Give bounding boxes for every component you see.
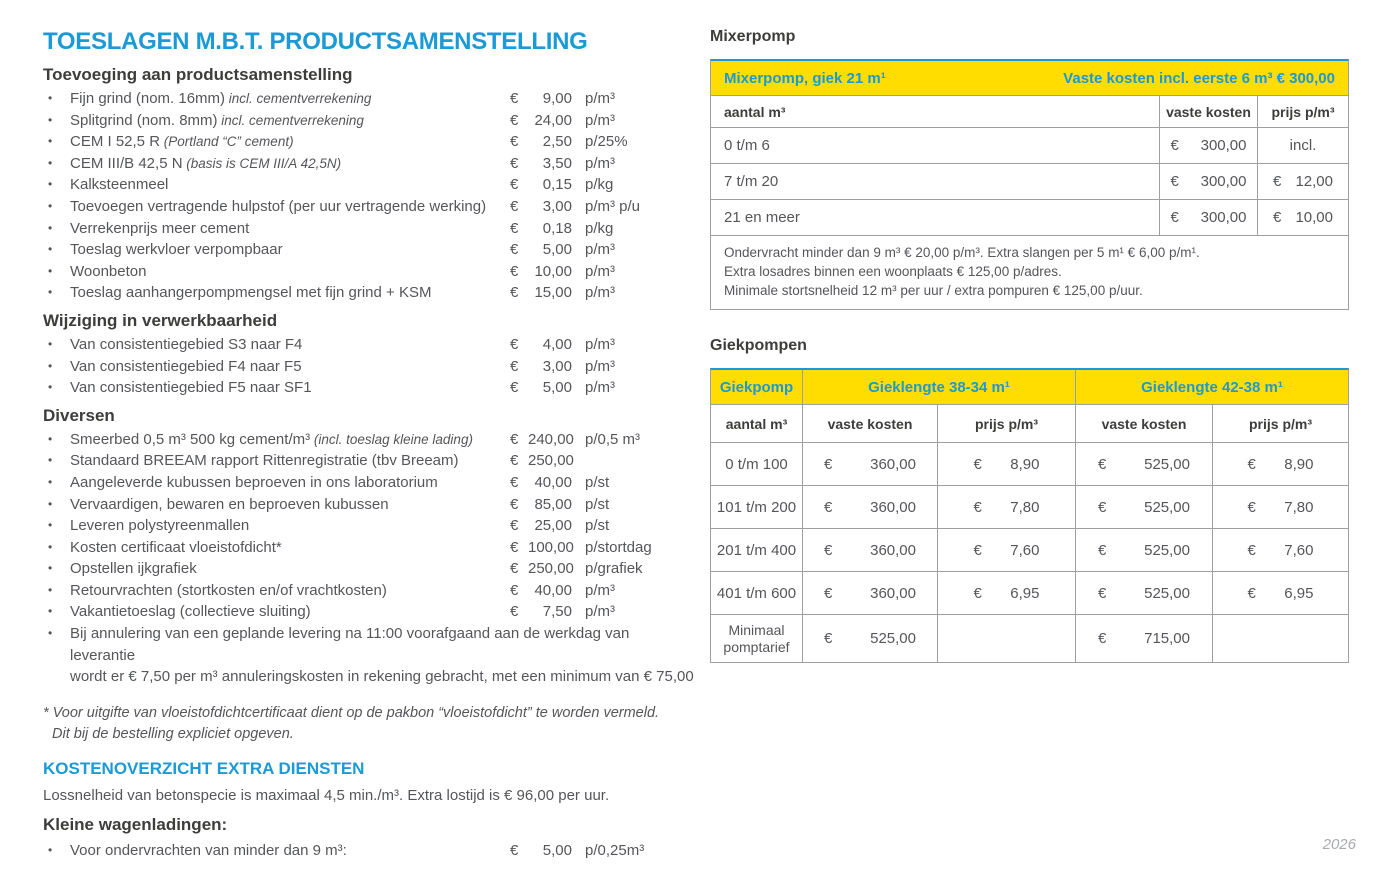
item-currency: € (510, 495, 519, 513)
item-text: Standaard BREEAM rapport Rittenregistratie (tbv Breeam) (70, 452, 459, 470)
table-row (711, 127, 1348, 163)
item-unit: p/st (585, 473, 610, 491)
item-currency: € (510, 176, 519, 194)
column-header: vaste kosten (1075, 405, 1212, 442)
item-unit: p/0,5 m³ (585, 430, 641, 448)
cell-amount: 300,00 (1200, 173, 1247, 190)
column-header: prijs p/m³ (1212, 405, 1348, 442)
list-item (43, 450, 697, 472)
list-item (43, 580, 697, 602)
cell-amount: 300,00 (1200, 137, 1247, 154)
item-unit: p/m³ (585, 90, 615, 107)
item-currency: € (510, 517, 519, 535)
cell-currency: € (1170, 209, 1179, 226)
bullet-icon: • (48, 453, 53, 468)
item-amount: 250,00 (528, 560, 574, 578)
cell-amount: 360,00 (870, 541, 916, 559)
giekpompen-header-row (711, 404, 1348, 442)
item-text: Opstellen ijkgrafiek (70, 560, 197, 578)
item-text: Splitgrind (nom. 8mm) (70, 111, 218, 129)
list-item (43, 429, 697, 451)
item-note: incl. cementverrekening (225, 91, 372, 106)
small-loads-heading: Kleine wagenladingen: (43, 814, 228, 834)
item-currency: € (510, 262, 519, 280)
item-unit: p/m³ (585, 335, 615, 353)
row-range: 201 t/m 400 (716, 541, 797, 559)
item-amount: 5,00 (542, 241, 572, 259)
item-unit: p/m³ (585, 357, 615, 375)
item-note: (basis is CEM III/A 42,5N) (182, 155, 342, 171)
page-title: TOESLAGEN M.B.T. PRODUCTSAMENSTELLING (43, 28, 588, 55)
list-item (43, 601, 697, 623)
item-amount: 2,50 (542, 133, 572, 151)
item-unit: p/0,25m³ (585, 841, 645, 859)
cell-currency: € (973, 584, 982, 602)
item-unit: p/m³ (585, 284, 615, 302)
cell-currency: € (973, 455, 982, 473)
mixerpomp-band-right: Vaste kosten incl. eerste 6 m³ € 300,00 (1063, 69, 1335, 87)
list-item (43, 356, 697, 378)
column-header: aantal m³ (724, 103, 786, 120)
item-currency: € (510, 538, 519, 556)
item-text: Van consistentiegebied F5 naar SF1 (70, 379, 312, 397)
table-row (711, 571, 1348, 614)
cell-amount: 360,00 (870, 498, 916, 516)
cell-amount: 525,00 (1144, 541, 1190, 559)
bullet-icon: • (48, 336, 53, 351)
item-currency: € (510, 197, 519, 215)
cell-amount: 7,80 (1284, 498, 1314, 516)
item-unit (572, 450, 697, 472)
list-item (43, 174, 697, 196)
item-currency: € (510, 473, 519, 491)
list-item (43, 840, 697, 862)
bullet-icon: • (48, 155, 53, 170)
note-line: Extra losadres binnen een woonplaats € 125,00 p/adres. (724, 264, 1062, 279)
cell-amount: 360,00 (870, 584, 916, 602)
list-item (43, 261, 697, 283)
bullet-icon: • (48, 474, 53, 489)
bullet-icon: • (48, 263, 53, 278)
giekpompen-heading: Giekpompen (710, 337, 807, 354)
item-text: Aangeleverde kubussen beproeven in ons laboratorium (70, 473, 438, 491)
item-currency: € (510, 560, 519, 578)
item-amount: 15,00 (534, 284, 572, 302)
giekpompen-band-cell: Giekpomp (719, 378, 794, 396)
list-item (43, 558, 697, 580)
item-unit: p/m³ (585, 379, 615, 397)
item-amount: 40,00 (534, 581, 572, 599)
mixerpomp-band-left: Mixerpomp, giek 21 m¹ (724, 69, 886, 87)
cell-currency: € (973, 498, 982, 516)
cell-currency: € (824, 455, 833, 473)
cell-currency: € (1170, 173, 1179, 190)
cell-amount: 715,00 (1144, 630, 1190, 647)
section-heading-wijziging: Wijziging in verwerkbaarheid (43, 310, 278, 330)
item-text: Van consistentiegebied F4 naar F5 (70, 357, 302, 375)
item-amount: 25,00 (534, 517, 572, 535)
item-currency: € (510, 284, 519, 302)
table-row-minimum (711, 614, 1348, 662)
item-text: Toevoegen vertragende hulpstof (per uur vertragende werking) (70, 197, 487, 215)
cell-currency: € (1098, 541, 1107, 559)
cell-currency: € (1273, 209, 1282, 226)
item-amount: 5,00 (542, 379, 572, 397)
item-text: CEM III/B 42,5 N (70, 154, 183, 172)
item-amount: 3,50 (542, 154, 572, 172)
item-text: Smeerbed 0,5 m³ 500 kg cement/m³ (70, 430, 311, 448)
bullet-icon: • (48, 496, 53, 511)
cell-currency: € (824, 630, 833, 647)
item-text: Fijn grind (nom. 16mm) (70, 90, 226, 107)
bullet-icon: • (48, 380, 53, 395)
bullet-icon: • (48, 561, 53, 576)
cancellation-note (43, 623, 697, 688)
table-row (711, 528, 1348, 571)
cell-currency: € (1247, 498, 1256, 516)
list-item (43, 196, 697, 218)
cell-amount: 10,00 (1295, 209, 1333, 226)
item-text: Kalksteenmeel (70, 176, 169, 194)
cell-amount: 12,00 (1295, 173, 1333, 190)
item-amount: 0,18 (542, 219, 572, 237)
right-column (710, 28, 1349, 663)
item-amount: 5,00 (542, 841, 572, 859)
cell-currency: € (824, 584, 833, 602)
bullet-icon: • (48, 198, 53, 213)
item-currency: € (510, 357, 519, 375)
item-amount: 0,15 (542, 176, 572, 194)
item-amount: 85,00 (534, 495, 572, 513)
bullet-icon: • (48, 285, 53, 300)
mixerpomp-notes (711, 235, 1348, 309)
row-range: Minimaal pomptarief (723, 621, 790, 655)
cell-amount: 525,00 (1144, 498, 1190, 516)
item-text: Woonbeton (70, 262, 147, 280)
cell-amount: incl. (1289, 137, 1317, 154)
cell-currency: € (1098, 584, 1107, 602)
cell-currency: € (1098, 630, 1107, 647)
item-currency: € (510, 452, 519, 470)
item-unit: p/25% (585, 133, 628, 151)
section-heading-diversen: Diversen (43, 405, 115, 425)
cell-amount: 300,00 (1200, 209, 1247, 226)
item-unit: p/m³ p/u (585, 197, 641, 215)
table-row (711, 485, 1348, 528)
row-range: 0 t/m 6 (724, 137, 770, 154)
cell-amount: 525,00 (870, 630, 916, 647)
mixerpomp-header-row (711, 95, 1348, 127)
item-text: Vakantietoeslag (collectieve sluiting) (70, 603, 311, 621)
item-text: CEM I 52,5 R (70, 133, 161, 151)
item-amount: 4,00 (542, 335, 572, 353)
cell-currency: € (1247, 455, 1256, 473)
cell-currency: € (824, 541, 833, 559)
cell-amount: 7,60 (1010, 541, 1040, 559)
year-label: 2026 (1322, 836, 1356, 853)
cell-amount: 7,80 (1010, 498, 1040, 516)
bullet-icon: • (48, 842, 53, 857)
item-currency: € (510, 90, 519, 107)
mixerpomp-table (710, 59, 1349, 310)
item-amount: 24,00 (534, 111, 572, 129)
bullet-icon: • (48, 177, 53, 192)
cell-currency: € (1247, 584, 1256, 602)
table-row (711, 163, 1348, 199)
item-unit: p/st (585, 517, 610, 535)
cell-amount: 6,95 (1010, 584, 1040, 602)
item-currency: € (510, 111, 519, 129)
cell-amount: 7,60 (1284, 541, 1314, 559)
cell-amount: 360,00 (870, 455, 916, 473)
footnote-line1: * Voor uitgifte van vloeistofdichtcertificaat dient op de pakbon “vloeistofdicht” te worden vermeld. (43, 704, 660, 721)
column-header: prijs p/m³ (937, 405, 1075, 442)
item-amount: 7,50 (542, 603, 572, 621)
footnote (43, 703, 697, 745)
row-range: 21 en meer (724, 209, 800, 226)
bullet-icon: • (48, 626, 53, 641)
list-item (43, 515, 697, 537)
cell-amount: 8,90 (1010, 455, 1040, 473)
item-currency: € (510, 133, 519, 151)
mixerpomp-band (711, 61, 1348, 95)
item-currency: € (510, 379, 519, 397)
item-text: Retourvrachten (stortkosten en/of vrachtkosten) (70, 581, 387, 599)
bullet-icon: • (48, 112, 53, 127)
item-unit: p/m³ (585, 603, 615, 621)
row-range: 0 t/m 100 (725, 455, 788, 473)
item-unit: p/stortdag (585, 538, 652, 556)
giekpompen-band (711, 370, 1348, 404)
item-unit: p/grafiek (585, 560, 643, 578)
cell-currency: € (1170, 137, 1179, 154)
item-text: Kosten certificaat vloeistofdicht* (70, 538, 282, 556)
column-header: prijs p/m³ (1257, 96, 1348, 127)
item-text: Leveren polystyreenmallen (70, 517, 250, 535)
list-item (43, 131, 697, 153)
cell-amount: 525,00 (1144, 584, 1190, 602)
item-currency: € (510, 154, 519, 172)
bullet-icon: • (48, 539, 53, 554)
table-row (711, 199, 1348, 235)
row-range: 101 t/m 200 (716, 498, 797, 516)
section-heading-toevoeging: Toevoeging aan productsamenstelling (43, 65, 353, 84)
bullet-icon: • (48, 134, 53, 149)
bullet-icon: • (48, 358, 53, 373)
left-column (43, 28, 697, 861)
item-unit: p/m³ (585, 111, 615, 129)
item-text: Toeslag werkvloer verpompbaar (70, 241, 283, 259)
item-amount: 9,00 (542, 90, 572, 107)
item-currency: € (510, 603, 519, 621)
bullet-icon: • (48, 431, 53, 446)
list-item (43, 88, 697, 110)
note-line: Minimale stortsnelheid 12 m³ per uur / extra pompuren € 125,00 p/uur. (724, 283, 1143, 298)
item-amount: 3,00 (542, 357, 572, 375)
extra-services-heading: KOSTENOVERZICHT EXTRA DIENSTEN (43, 758, 365, 778)
item-amount: 250,00 (528, 452, 574, 470)
list-item (43, 282, 697, 304)
item-unit: p/m³ (585, 154, 615, 172)
row-range: 401 t/m 600 (716, 584, 797, 602)
item-amount: 40,00 (534, 473, 572, 491)
cancellation-line2: wordt er € 7,50 per m³ annuleringskosten in rekening gebracht, met een minimum van € 75,00 (70, 668, 694, 686)
cell-currency: € (1247, 541, 1256, 559)
cell-currency: € (1273, 173, 1282, 190)
footnote-line2: Dit bij de bestelling expliciet opgeven. (52, 725, 294, 742)
note-line: Ondervracht minder dan 9 m³ € 20,00 p/m³. Extra slangen per 5 m¹ € 6,00 p/m¹. (724, 245, 1200, 260)
list-item (43, 110, 697, 132)
item-currency: € (510, 241, 519, 259)
bullet-icon: • (48, 582, 53, 597)
bullet-icon: • (48, 91, 53, 105)
bullet-icon: • (48, 518, 53, 533)
item-unit: p/kg (585, 176, 614, 194)
column-header: aantal m³ (725, 415, 788, 432)
bullet-icon: • (48, 242, 53, 257)
list-item (43, 472, 697, 494)
list-item (43, 537, 697, 559)
item-amount: 100,00 (528, 538, 574, 556)
giekpompen-table (710, 368, 1349, 663)
mixerpomp-heading: Mixerpomp (710, 28, 796, 45)
list-item (43, 494, 697, 516)
item-note: (incl. toeslag kleine lading) (310, 431, 473, 447)
item-unit: p/m³ (585, 581, 615, 599)
bullet-icon: • (48, 604, 53, 619)
column-header: vaste kosten (802, 405, 937, 442)
giekpompen-band-cell: Gieklengte 38-34 m¹ (802, 370, 1075, 404)
item-unit: p/st (585, 495, 610, 513)
table-row (711, 442, 1348, 485)
item-amount: 3,00 (542, 197, 572, 215)
item-text: Toeslag aanhangerpompmengsel met fijn grind + KSM (70, 284, 432, 302)
giekpompen-band-cell: Gieklengte 42-38 m¹ (1075, 370, 1348, 404)
row-range: 7 t/m 20 (724, 173, 779, 190)
extra-services-text: Lossnelheid van betonspecie is maximaal 4,5 min./m³. Extra lostijd is € 96,00 per uur. (43, 786, 610, 804)
item-currency: € (510, 581, 519, 599)
item-unit: p/m³ (585, 241, 615, 259)
item-currency: € (510, 219, 519, 237)
list-item (43, 218, 697, 240)
item-currency: € (510, 335, 519, 353)
column-header: vaste kosten (1159, 96, 1257, 127)
cell-currency: € (1098, 455, 1107, 473)
list-item (43, 239, 697, 261)
cell-amount: 8,90 (1284, 455, 1314, 473)
cell-amount: 525,00 (1144, 455, 1190, 473)
cell-currency: € (973, 541, 982, 559)
item-unit: p/kg (585, 219, 614, 237)
item-text: Van consistentiegebied S3 naar F4 (70, 335, 303, 353)
item-unit: p/m³ (585, 262, 615, 280)
item-text: Voor ondervrachten van minder dan 9 m³: (70, 841, 347, 859)
item-text: Vervaardigen, bewaren en beproeven kubussen (70, 495, 389, 513)
list-item (43, 153, 697, 175)
cancellation-line1: Bij annulering van een geplande levering na 11:00 voorafgaand aan de werkdag van leverantie (70, 625, 630, 664)
cell-currency: € (1098, 498, 1107, 516)
item-note: incl. cementverrekening (217, 112, 364, 128)
cell-currency: € (824, 498, 833, 516)
item-currency: € (510, 430, 519, 448)
item-amount: 240,00 (528, 430, 574, 448)
item-currency: € (510, 841, 519, 859)
cell-amount: 6,95 (1284, 584, 1314, 602)
list-item (43, 334, 697, 356)
item-note: (Portland “C” cement) (160, 134, 294, 150)
bullet-icon: • (48, 220, 53, 235)
list-item (43, 377, 697, 399)
item-amount: 10,00 (534, 262, 572, 280)
item-text: Verrekenprijs meer cement (70, 219, 250, 237)
